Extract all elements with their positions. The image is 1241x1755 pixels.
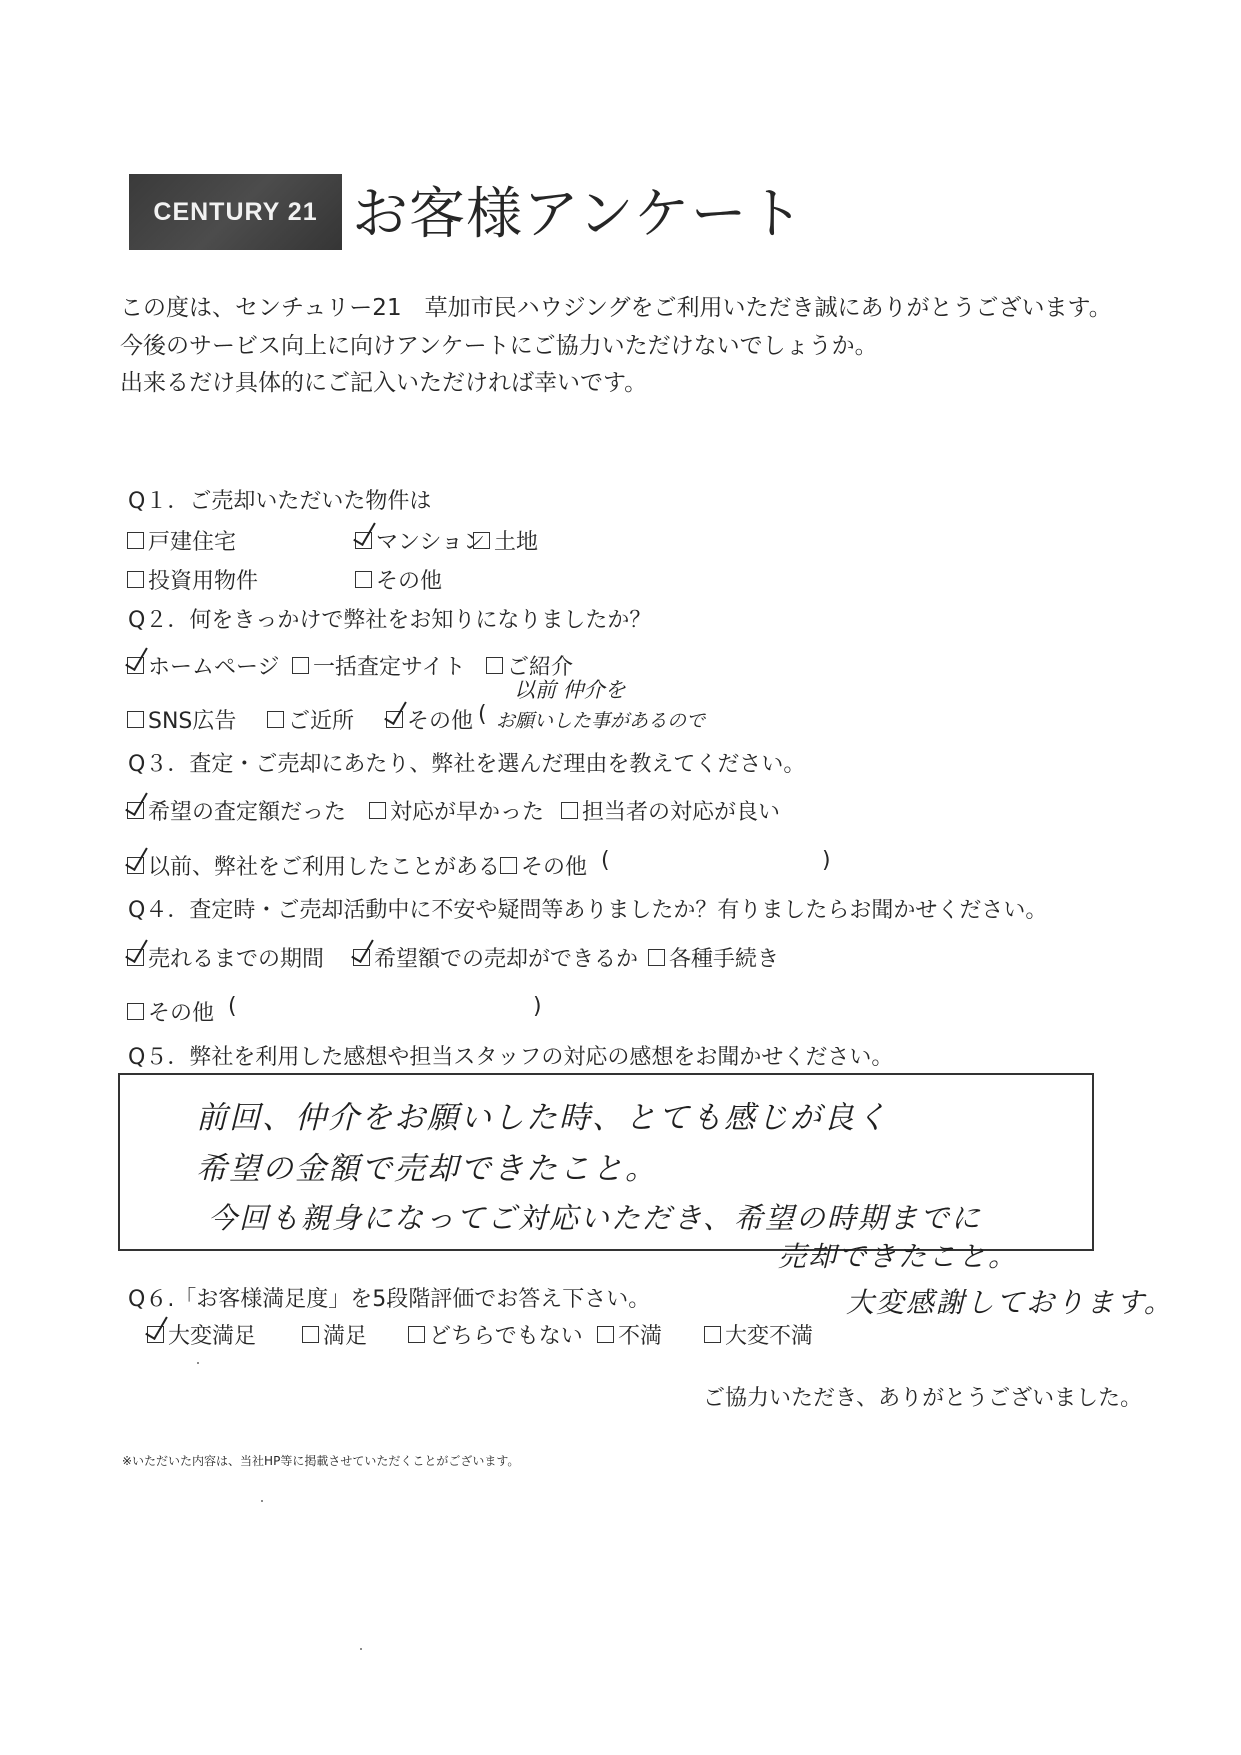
- checkbox-icon: [267, 711, 284, 728]
- q2-option-other[interactable]: その他: [386, 704, 473, 735]
- q5-question: Q５．弊社を利用した感想や担当スタッフの対応の感想をお聞かせください。: [128, 1045, 894, 1070]
- century21-logo: [129, 174, 342, 250]
- q2-option-sns[interactable]: SNS広告: [127, 704, 236, 735]
- q1-option-land[interactable]: 土地: [473, 525, 538, 556]
- q2-other-paren: (: [478, 702, 487, 727]
- q6-option-very-dissatisfied[interactable]: 大変不満: [704, 1319, 813, 1350]
- q1-option-other[interactable]: その他: [355, 564, 442, 595]
- q2-option-referral[interactable]: ご紹介: [486, 650, 573, 681]
- q3-option-fast-response[interactable]: 対応が早かった: [369, 795, 544, 826]
- q2-question: Q２．何をきっかけで弊社をお知りになりましたか？: [128, 608, 652, 633]
- checkbox-icon: [500, 857, 517, 874]
- checkbox-checked-icon: [147, 1326, 164, 1343]
- q4-option-procedures[interactable]: 各種手続き: [648, 942, 779, 973]
- q3-option-other[interactable]: その他: [500, 850, 587, 881]
- q5-handwritten-line-4: 売却できたこと。: [778, 1240, 1019, 1273]
- checkbox-icon: [127, 711, 144, 728]
- checkbox-checked-icon: [386, 711, 403, 728]
- checkbox-checked-icon: [127, 657, 144, 674]
- logo-text: CENTURY 21: [153, 197, 318, 226]
- thanks-message: ご協力いただき、ありがとうございました。: [703, 1386, 1143, 1411]
- q3-question: Q３．査定・ご売却にあたり、弊社を選んだ理由を教えてください。: [128, 752, 806, 777]
- checkbox-checked-icon: [127, 802, 144, 819]
- q3-paren-open: (: [601, 848, 610, 873]
- checkbox-checked-icon: [355, 532, 372, 549]
- checkbox-icon: [127, 571, 144, 588]
- q2-other-handwritten-2: お願いした事があるので: [496, 710, 706, 732]
- q3-option-used-before[interactable]: 以前、弊社をご利用したことがある: [127, 850, 500, 881]
- q6-option-very-satisfied[interactable]: 大変満足: [147, 1319, 256, 1350]
- scan-speck: [360, 1648, 362, 1650]
- q5-handwritten-line-2: 希望の金額で売却できたこと。: [196, 1151, 658, 1187]
- q4-option-other[interactable]: その他: [127, 996, 214, 1027]
- checkbox-icon: [302, 1326, 319, 1343]
- q6-option-neutral[interactable]: どちらでもない: [408, 1319, 583, 1350]
- q5-handwritten-line-3: 今回も親身になってご対応いただき、希望の時期までに: [208, 1201, 982, 1235]
- checkbox-checked-icon: [127, 857, 144, 874]
- checkbox-icon: [561, 802, 578, 819]
- intro-line-1: この度は、センチュリー21 草加市民ハウジングをご利用いただき誠にありがとうございます。: [120, 295, 1112, 321]
- q2-option-bulk-appraisal[interactable]: 一括査定サイト: [292, 650, 465, 681]
- q4-option-period[interactable]: 売れるまでの期間: [127, 942, 324, 973]
- q3-option-good-staff[interactable]: 担当者の対応が良い: [561, 795, 780, 826]
- q2-other-handwritten-1: 以前 仲介を: [514, 678, 626, 702]
- q6-question: Q６.「お客様満足度」を5段階評価でお答え下さい。: [128, 1287, 651, 1312]
- checkbox-icon: [408, 1326, 425, 1343]
- checkbox-checked-icon: [127, 949, 144, 966]
- checkbox-icon: [127, 1003, 144, 1020]
- footer-note: ※いただいた内容は、当社HP等に掲載させていただくことがございます。: [122, 1454, 520, 1468]
- intro-line-3: 出来るだけ具体的にご記入いただければ幸いです。: [120, 370, 648, 396]
- page-title: お客様アンケート: [352, 182, 805, 247]
- checkbox-icon: [704, 1326, 721, 1343]
- q4-paren-open: (: [228, 994, 237, 1019]
- intro-line-2: 今後のサービス向上に向けアンケートにご協力いただけないでしょうか。: [120, 333, 878, 359]
- q6-option-satisfied[interactable]: 満足: [302, 1319, 367, 1350]
- q5-handwritten-line-1: 前回、仲介をお願いした時、とても感じが良く: [196, 1100, 889, 1136]
- checkbox-icon: [473, 532, 490, 549]
- checkbox-icon: [355, 571, 372, 588]
- checkbox-icon: [369, 802, 386, 819]
- scan-speck: [197, 1362, 199, 1364]
- q2-option-neighbor[interactable]: ご近所: [267, 704, 354, 735]
- q1-option-investment[interactable]: 投資用物件: [127, 564, 258, 595]
- checkbox-icon: [597, 1326, 614, 1343]
- checkbox-checked-icon: [353, 949, 370, 966]
- q3-paren-close: ): [822, 848, 831, 873]
- q6-option-dissatisfied[interactable]: 不満: [597, 1319, 662, 1350]
- q3-option-desired-price[interactable]: 希望の査定額だった: [127, 795, 346, 826]
- q4-option-desired-sale[interactable]: 希望額での売却ができるか: [353, 942, 638, 973]
- q1-option-detached-house[interactable]: 戸建住宅: [127, 525, 236, 556]
- checkbox-icon: [127, 532, 144, 549]
- checkbox-icon: [292, 657, 309, 674]
- q4-paren-close: ): [533, 994, 542, 1019]
- q2-option-homepage[interactable]: ホームページ: [127, 650, 280, 681]
- q1-question: Q１．ご売却いただいた物件は: [128, 489, 432, 514]
- q5-handwritten-line-5: 大変感謝しております。: [846, 1286, 1174, 1319]
- checkbox-icon: [648, 949, 665, 966]
- q4-question: Q４．査定時・ご売却活動中に不安や疑問等ありましたか？有りましたらお聞かせください。: [128, 898, 1048, 923]
- q1-option-mansion[interactable]: マンション: [355, 525, 485, 556]
- scan-speck: [261, 1500, 263, 1502]
- checkbox-icon: [486, 657, 503, 674]
